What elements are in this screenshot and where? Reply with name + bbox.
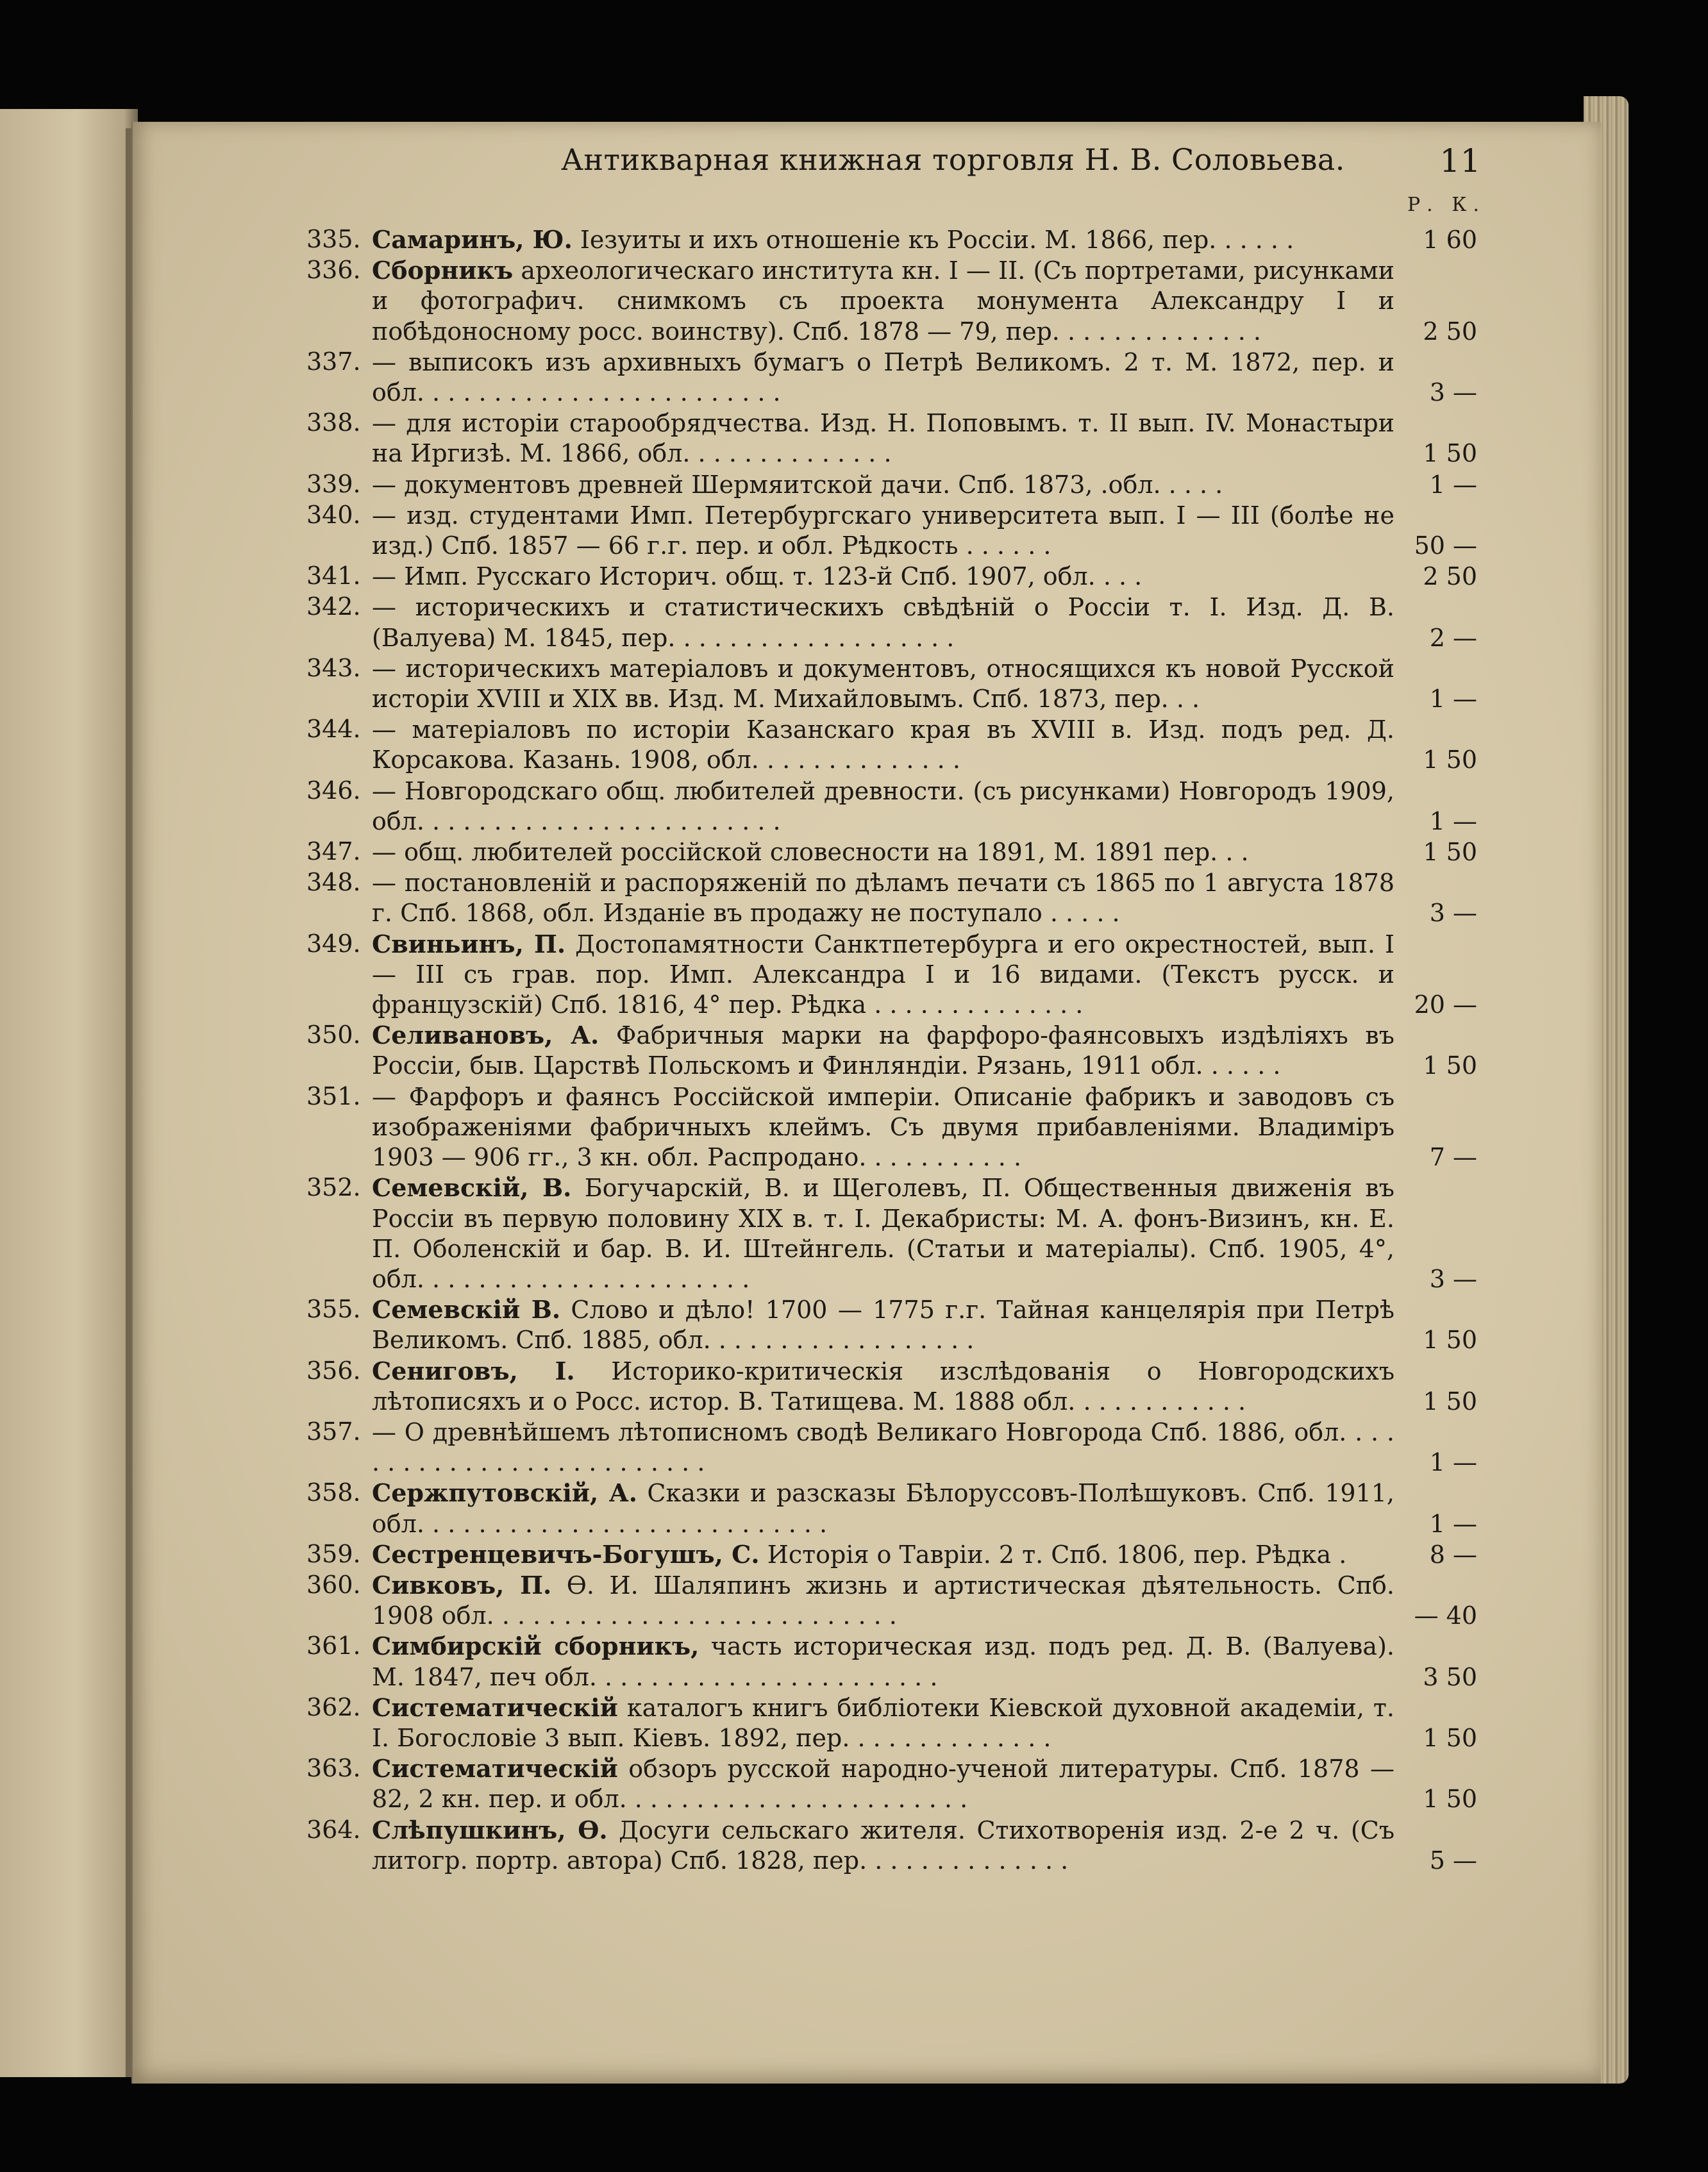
entry-author: Сержпутовскiй, А. bbox=[372, 1478, 637, 1508]
entry-description bbox=[372, 1356, 1394, 1417]
header-title: Антикварная книжная торговля Н. В. Соловьева. bbox=[561, 142, 1345, 177]
entry-description bbox=[372, 1539, 1394, 1570]
entry-number: 352. bbox=[306, 1173, 361, 1202]
entry-number: 359. bbox=[306, 1539, 361, 1568]
entry-price: 1 50 bbox=[1423, 439, 1477, 468]
entry-price: 3 — bbox=[1429, 378, 1477, 407]
entry-description bbox=[372, 1478, 1394, 1539]
entry-text: Iезуиты и ихъ отношенiе къ Россiи. М. 1866, пер. . . . . . bbox=[580, 226, 1294, 254]
entry-description bbox=[372, 561, 1394, 592]
entry-price: 1 50 bbox=[1423, 1723, 1477, 1752]
entry-description bbox=[372, 347, 1394, 408]
entry-price: 1 50 bbox=[1423, 838, 1477, 867]
entry-text: каталогъ книгъ библiотеки Кiевской духовной академiи, т. I. Богословiе 3 вып. Кiевъ. 1892, пер. . . . . . . . . . . . . . bbox=[372, 1693, 1394, 1752]
entry-price: 3 50 bbox=[1423, 1662, 1477, 1691]
entry-number: 361. bbox=[306, 1632, 361, 1660]
entry-price: 2 50 bbox=[1423, 317, 1477, 346]
entry-price: 1 50 bbox=[1423, 1785, 1477, 1814]
entry-number: 342. bbox=[306, 592, 361, 621]
entry-price: 2 — bbox=[1429, 623, 1477, 652]
entry-text: Слово и дѣло! 1700 — 1775 г.г. Тайная канцелярiя при Петрѣ Великомъ. Спб. 1885, обл. . . . . . . . . . . . . . . . . . bbox=[372, 1296, 1394, 1355]
catalog-entry bbox=[0, 1478, 1708, 1539]
entry-text: — документовъ древней Шермяитской дачи. Спб. 1873, .обл. . . . . bbox=[372, 470, 1223, 499]
catalog-entry bbox=[0, 500, 1708, 561]
entry-text: Сказки и разсказы Бѣлоруссовъ-Полѣшуковъ. Спб. 1911, обл. . . . . . . . . . . . . . . . . . . . . . . . . . . bbox=[372, 1479, 1394, 1538]
entry-price: 1 — bbox=[1429, 806, 1477, 835]
entry-author: Семевскiй, В. bbox=[372, 1173, 572, 1203]
entry-number: 337. bbox=[306, 347, 361, 376]
entry-price: 3 — bbox=[1429, 899, 1477, 928]
entry-author: Систематическiй bbox=[372, 1754, 618, 1784]
entry-number: 364. bbox=[306, 1815, 361, 1844]
entry-description bbox=[372, 592, 1394, 653]
catalog-entry bbox=[0, 347, 1708, 408]
entry-description bbox=[372, 1815, 1394, 1876]
entry-text: обзоръ русской народно-ученой литературы. Спб. 1878 — 82, 2 кн. пер. и обл. . . . . . . . . . . . . . . . . . . . . . . bbox=[372, 1755, 1394, 1814]
entry-price: 1 — bbox=[1429, 1448, 1477, 1477]
catalog-entry bbox=[0, 653, 1708, 714]
entry-number: 357. bbox=[306, 1417, 361, 1446]
entry-number: 350. bbox=[306, 1021, 361, 1049]
entry-text: — выписокъ изъ архивныхъ бумагъ о Петрѣ Великомъ. 2 т. М. 1872, пер. и обл. . . . . . . . . . . . . . . . . . . . . . . . bbox=[372, 347, 1394, 407]
entry-description bbox=[372, 776, 1394, 837]
entry-text: — О древнѣйшемъ лѣтописномъ сводѣ Великаго Новгорода Спб. 1886, обл. . . . . . . . . . . . . . . . . . . . . . . . . . bbox=[372, 1417, 1394, 1477]
entry-price: 1 — bbox=[1429, 470, 1477, 499]
entry-text: — для исторiи старообрядчества. Изд. Н. Поповымъ. т. II вып. IV. Монастыри на Иргизѣ. М. 1866, обл. . . . . . . . . . . . . . bbox=[372, 409, 1394, 468]
catalog-entry bbox=[0, 714, 1708, 775]
catalog-entry bbox=[0, 1631, 1708, 1692]
entry-number: 335. bbox=[306, 225, 361, 253]
entry-price: 1 50 bbox=[1423, 1326, 1477, 1355]
entry-number: 363. bbox=[306, 1754, 361, 1783]
entry-price: 5 — bbox=[1429, 1846, 1477, 1875]
entry-number: 348. bbox=[306, 868, 361, 897]
entry-number: 344. bbox=[306, 715, 361, 744]
catalog-entry bbox=[0, 1082, 1708, 1173]
entry-description bbox=[372, 1692, 1394, 1753]
entry-number: 343. bbox=[306, 653, 361, 682]
entry-text: археологическаго института кн. I — II. (Съ портретами, рисунками и фотографич. снимкомъ съ проекта монумента Александру I и побѣдоносному росс. воинству). Спб. 1878 — 79, пер. . . . . . . . . . . . . . bbox=[372, 256, 1394, 346]
catalog-entry bbox=[0, 1570, 1708, 1631]
catalog-entry bbox=[0, 837, 1708, 867]
entry-number: 339. bbox=[306, 469, 361, 498]
entry-author: Сениговъ, I. bbox=[372, 1356, 575, 1385]
entry-description bbox=[372, 224, 1394, 255]
entry-number: 349. bbox=[306, 929, 361, 958]
catalog-entry bbox=[0, 255, 1708, 347]
entry-description bbox=[372, 469, 1394, 500]
entry-price: — 40 bbox=[1414, 1601, 1477, 1630]
entry-description bbox=[372, 1631, 1394, 1692]
entry-price: 1 — bbox=[1429, 1509, 1477, 1538]
catalog-entry bbox=[0, 592, 1708, 653]
entry-text: — историческихъ и статистическихъ свѣдѣнiй о Россiи т. I. Изд. Д. В. (Валуева) М. 1845, пер. . . . . . . . . . . . . . . . . . . bbox=[372, 593, 1394, 652]
entry-description bbox=[372, 867, 1394, 928]
entry-number: 356. bbox=[306, 1356, 361, 1385]
entry-author: Самаринъ, Ю. bbox=[372, 225, 573, 254]
entry-description bbox=[372, 255, 1394, 347]
entry-author: Сборникъ bbox=[372, 256, 514, 285]
catalog-entry bbox=[0, 1753, 1708, 1814]
entry-number: 336. bbox=[306, 256, 361, 285]
entry-number: 355. bbox=[306, 1295, 361, 1324]
entry-description bbox=[372, 1570, 1394, 1631]
entry-price: 1 — bbox=[1429, 685, 1477, 714]
entry-price: 8 — bbox=[1429, 1540, 1477, 1569]
catalog-entry bbox=[0, 1692, 1708, 1753]
catalog-entry bbox=[0, 1815, 1708, 1876]
entry-description bbox=[372, 1753, 1394, 1814]
entry-description bbox=[372, 1082, 1394, 1173]
entry-price: 1 50 bbox=[1423, 746, 1477, 774]
catalog-entry bbox=[0, 469, 1708, 500]
entry-text: — Фарфоръ и фаянсъ Россiйской имперiи. Описанiе фабрикъ и заводовъ съ изображенiями фабричныхъ клеймъ. Съ двумя прибавленiями. Владимiръ 1903 — 906 гг., 3 кн. обл. Распродано. . . . . . . . . . . bbox=[372, 1082, 1394, 1172]
entry-text: Достопамятности Санктпетербурга и его окрестностей, вып. I — III съ грав. пор. Имп. Александра I и 16 видами. (Текстъ русск. и французскiй) Спб. 1816, 4° пер. Рѣдка . . . . . . . . . . . . . . bbox=[372, 930, 1394, 1019]
entry-description bbox=[372, 1020, 1394, 1081]
entry-description bbox=[372, 1417, 1394, 1478]
entry-text: — Имп. Русскаго Историч. общ. т. 123-й Спб. 1907, обл. . . . bbox=[372, 562, 1143, 591]
entry-price: 2 50 bbox=[1423, 562, 1477, 591]
entry-description bbox=[372, 1173, 1394, 1294]
entry-text: — Новгородскаго общ. любителей древности. (съ рисунками) Новгородъ 1909, обл. . . . . . . . . . . . . . . . . . . . . . . . bbox=[372, 776, 1394, 835]
entry-number: 341. bbox=[306, 562, 361, 590]
catalog-entry bbox=[0, 1173, 1708, 1294]
entry-author: Симбирскiй сборникъ, bbox=[372, 1632, 699, 1661]
catalog-entry bbox=[0, 224, 1708, 255]
catalog-entry bbox=[0, 1417, 1708, 1478]
entry-author: Слѣпушкинъ, Ѳ. bbox=[372, 1815, 608, 1844]
entry-author: Сестренцевичъ-Богушъ, С. bbox=[372, 1539, 760, 1569]
entry-text: — общ. любителей россiйской словесности на 1891, М. 1891 пер. . . bbox=[372, 838, 1249, 867]
entry-text: Историко-критическiя изслѣдованiя о Новгородскихъ лѣтописяхъ и о Росс. истор. В. Татищева. М. 1888 обл. . . . . . . . . . . . bbox=[372, 1357, 1394, 1416]
entry-description bbox=[372, 837, 1394, 867]
entry-author: Семевскiй В. bbox=[372, 1295, 561, 1324]
entry-author: Селивановъ, А. bbox=[372, 1021, 599, 1050]
entry-author: Свиньинъ, П. bbox=[372, 929, 566, 958]
catalog-entry bbox=[0, 776, 1708, 837]
catalog-entry bbox=[0, 408, 1708, 469]
catalog-entry bbox=[0, 1020, 1708, 1081]
entry-price: 20 — bbox=[1414, 990, 1477, 1019]
catalog-entries bbox=[0, 224, 1708, 1876]
catalog-entry bbox=[0, 561, 1708, 592]
entry-description bbox=[372, 653, 1394, 714]
entry-number: 347. bbox=[306, 837, 361, 866]
entry-description bbox=[372, 929, 1394, 1021]
entry-price: 7 — bbox=[1429, 1143, 1477, 1172]
entry-text: — изд. студентами Имп. Петербургскаго университета вып. I — III (болѣе не изд.) Спб. 1857 — 66 г.г. пер. и обл. Рѣдкость . . . . . . bbox=[372, 501, 1394, 560]
entry-description bbox=[372, 500, 1394, 561]
catalog-entry bbox=[0, 1539, 1708, 1570]
entry-price: 1 60 bbox=[1423, 226, 1477, 254]
entry-author: Систематическiй bbox=[372, 1692, 618, 1722]
entry-price: 50 — bbox=[1414, 531, 1477, 560]
entry-text: часть историческая изд. подъ ред. Д. В. (Валуева). М. 1847, печ обл. . . . . . . . . . . . . . . . . . . . . . . bbox=[372, 1632, 1394, 1691]
entry-price: 1 50 bbox=[1423, 1387, 1477, 1416]
entry-number: 358. bbox=[306, 1478, 361, 1507]
entry-description bbox=[372, 714, 1394, 775]
entry-number: 338. bbox=[306, 408, 361, 437]
entry-description bbox=[372, 1294, 1394, 1355]
entry-text: Фабричныя марки на фарфоро-фаянсовыхъ издѣлiяхъ въ Россiи, быв. Царствѣ Польскомъ и Финляндiи. Рязань, 1911 обл. . . . . . bbox=[372, 1021, 1394, 1080]
catalog-entry bbox=[0, 1294, 1708, 1355]
currency-column-header: Р. К. bbox=[1407, 194, 1486, 216]
entry-text: Богучарскiй, В. и Щеголевъ, П. Общественныя движенiя въ Россiи въ первую половину XIX в. т. I. Декабристы: М. А. фонъ-Визинъ, кн. Е. П. Оболенскiй и бар. В. И. Штейнгель. (Статьи и матерiалы). Спб. 1905, 4°, обл. . . . . . . . . . . . . . . . . . . . . . bbox=[372, 1174, 1394, 1293]
running-header bbox=[414, 135, 1481, 180]
entry-text: — историческихъ матерiаловъ и документовъ, относящихся къ новой Русской исторiи XVIII и XIX вв. Изд. М. Михайловымъ. Спб. 1873, пер. . . bbox=[372, 654, 1394, 714]
page-number: 11 bbox=[1439, 142, 1481, 180]
entry-text: — постановленiй и распоряженiй по дѣламъ печати съ 1865 по 1 августа 1878 г. Спб. 1868, обл. Изданiе въ продажу не поступало . . . . . bbox=[372, 869, 1394, 928]
entry-text: Ѳ. И. Шаляпинъ жизнь и артистическая дѣятельность. Спб. 1908 обл. . . . . . . . . . . . . . . . . . . . . . . . . . . bbox=[372, 1571, 1394, 1630]
catalog-entry bbox=[0, 867, 1708, 928]
entry-number: 360. bbox=[306, 1570, 361, 1599]
entry-price: 1 50 bbox=[1423, 1051, 1477, 1080]
entry-number: 346. bbox=[306, 776, 361, 805]
entry-description bbox=[372, 408, 1394, 469]
catalog-entry bbox=[0, 929, 1708, 1021]
entry-price: 3 — bbox=[1429, 1264, 1477, 1293]
entry-number: 362. bbox=[306, 1692, 361, 1721]
entry-text: — матерiаловъ по исторiи Казанскаго края въ XVIII в. Изд. подъ ред. Д. Корсакова. Казань. 1908, обл. . . . . . . . . . . . . . bbox=[372, 715, 1394, 774]
entry-author: Сивковъ, П. bbox=[372, 1570, 552, 1600]
entry-text: Исторiя о Таврiи. 2 т. Спб. 1806, пер. Рѣдка . bbox=[767, 1540, 1347, 1569]
entry-text: Досуги сельскаго жителя. Стихотворенiя изд. 2-е 2 ч. (Съ литогр. портр. автора) Спб. 1828, пер. . . . . . . . . . . . . . bbox=[372, 1816, 1394, 1875]
entry-number: 351. bbox=[306, 1082, 361, 1110]
entry-number: 340. bbox=[306, 500, 361, 529]
catalog-entry bbox=[0, 1356, 1708, 1417]
